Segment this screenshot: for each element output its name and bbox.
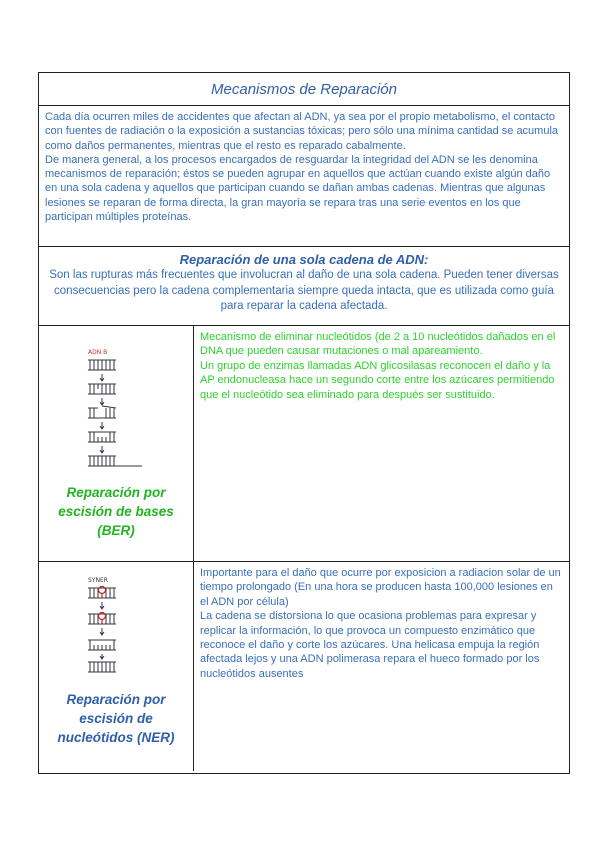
ner-diagram	[86, 574, 146, 674]
page-title: Mecanismos de Reparación	[211, 80, 397, 98]
ner-paragraph-2: La cadena se distorsiona lo que ocasiona problemas para expresar y replicar la información, lo que provoca un compuesto enzimático que reconoce el daño y corte los azúcares. Una helicasa empuja la región afectada lejos y una ADN polimerasa repara el hueco formado por los nucleótidos ausentes	[200, 610, 540, 680]
ner-caption: Reparación por escisión de nucleótidos (NER)	[57, 692, 175, 745]
ber-caption: Reparación por escisión de bases (BER)	[58, 485, 174, 538]
ner-diagram-label: SYNER	[88, 577, 108, 584]
ber-row	[39, 326, 569, 562]
ber-description	[194, 326, 569, 561]
ber-diagram-label: ADN B	[88, 349, 108, 356]
ner-figure-cell	[39, 562, 194, 771]
ner-paragraph-1: Importante para el daño que ocurre por exposicion a radiacion solar de un tiempo prolongado (En una hora se producen hasta 100,000 lesiones en el ADN por célula)	[200, 567, 561, 608]
ber-paragraph-1: Mecanismo de eliminar nucleótidos (de 2 a 10 nucleótidos dañados en el DNA que pueden causar mutaciones o mal apareamiento.	[200, 331, 556, 358]
document-table	[38, 72, 570, 774]
single-strand-text: Son las rupturas más frecuentes que involucran al daño de una sola cadena. Pueden tener diversas consecuencias pero la cadena complementaria siempre queda intacta, que es utilizada como guía para reparar la cadena afectada.	[49, 269, 559, 312]
ber-figure-cell	[39, 326, 194, 561]
single-strand-title: Reparación de una sola cadena de ADN:	[179, 252, 429, 267]
single-strand-section	[39, 247, 569, 326]
ber-paragraph-2: Un grupo de enzimas llamadas ADN glicosilasas reconocen el daño y la AP endonucleasa hace un segundo corte entre los azúcares permitiendo que el nucleótido sea eliminado para después ser sustituido.	[200, 359, 555, 401]
intro-section	[39, 106, 569, 247]
ner-row	[39, 562, 569, 771]
ber-diagram	[86, 346, 146, 471]
ner-description	[194, 562, 569, 771]
intro-paragraph-2: De manera general, a los procesos encargados de resguardar la integridad del ADN se les denomina mecanismos de reparación; éstos se pueden agrupar en aquellos que actúan cuando existe algún daño en una sola cadena y aquellos que participan cuando se dañan ambas cadenas. Mientras que algunas lesiones se reparan de forma directa, la gran mayoría se repara tras una serie eventos en los que participan múltiples proteínas.	[45, 153, 551, 224]
title-row	[39, 73, 569, 106]
intro-paragraph-1: Cada día ocurren miles de accidentes que afectan al ADN, ya sea por el propio metabolismo, el contacto con fuentes de radiación o la exposición a sustancias tóxicas; pero sólo una mínima cantidad se acumula como daños permanentes, mientras que el resto es reparado cabalmente.	[45, 111, 559, 152]
